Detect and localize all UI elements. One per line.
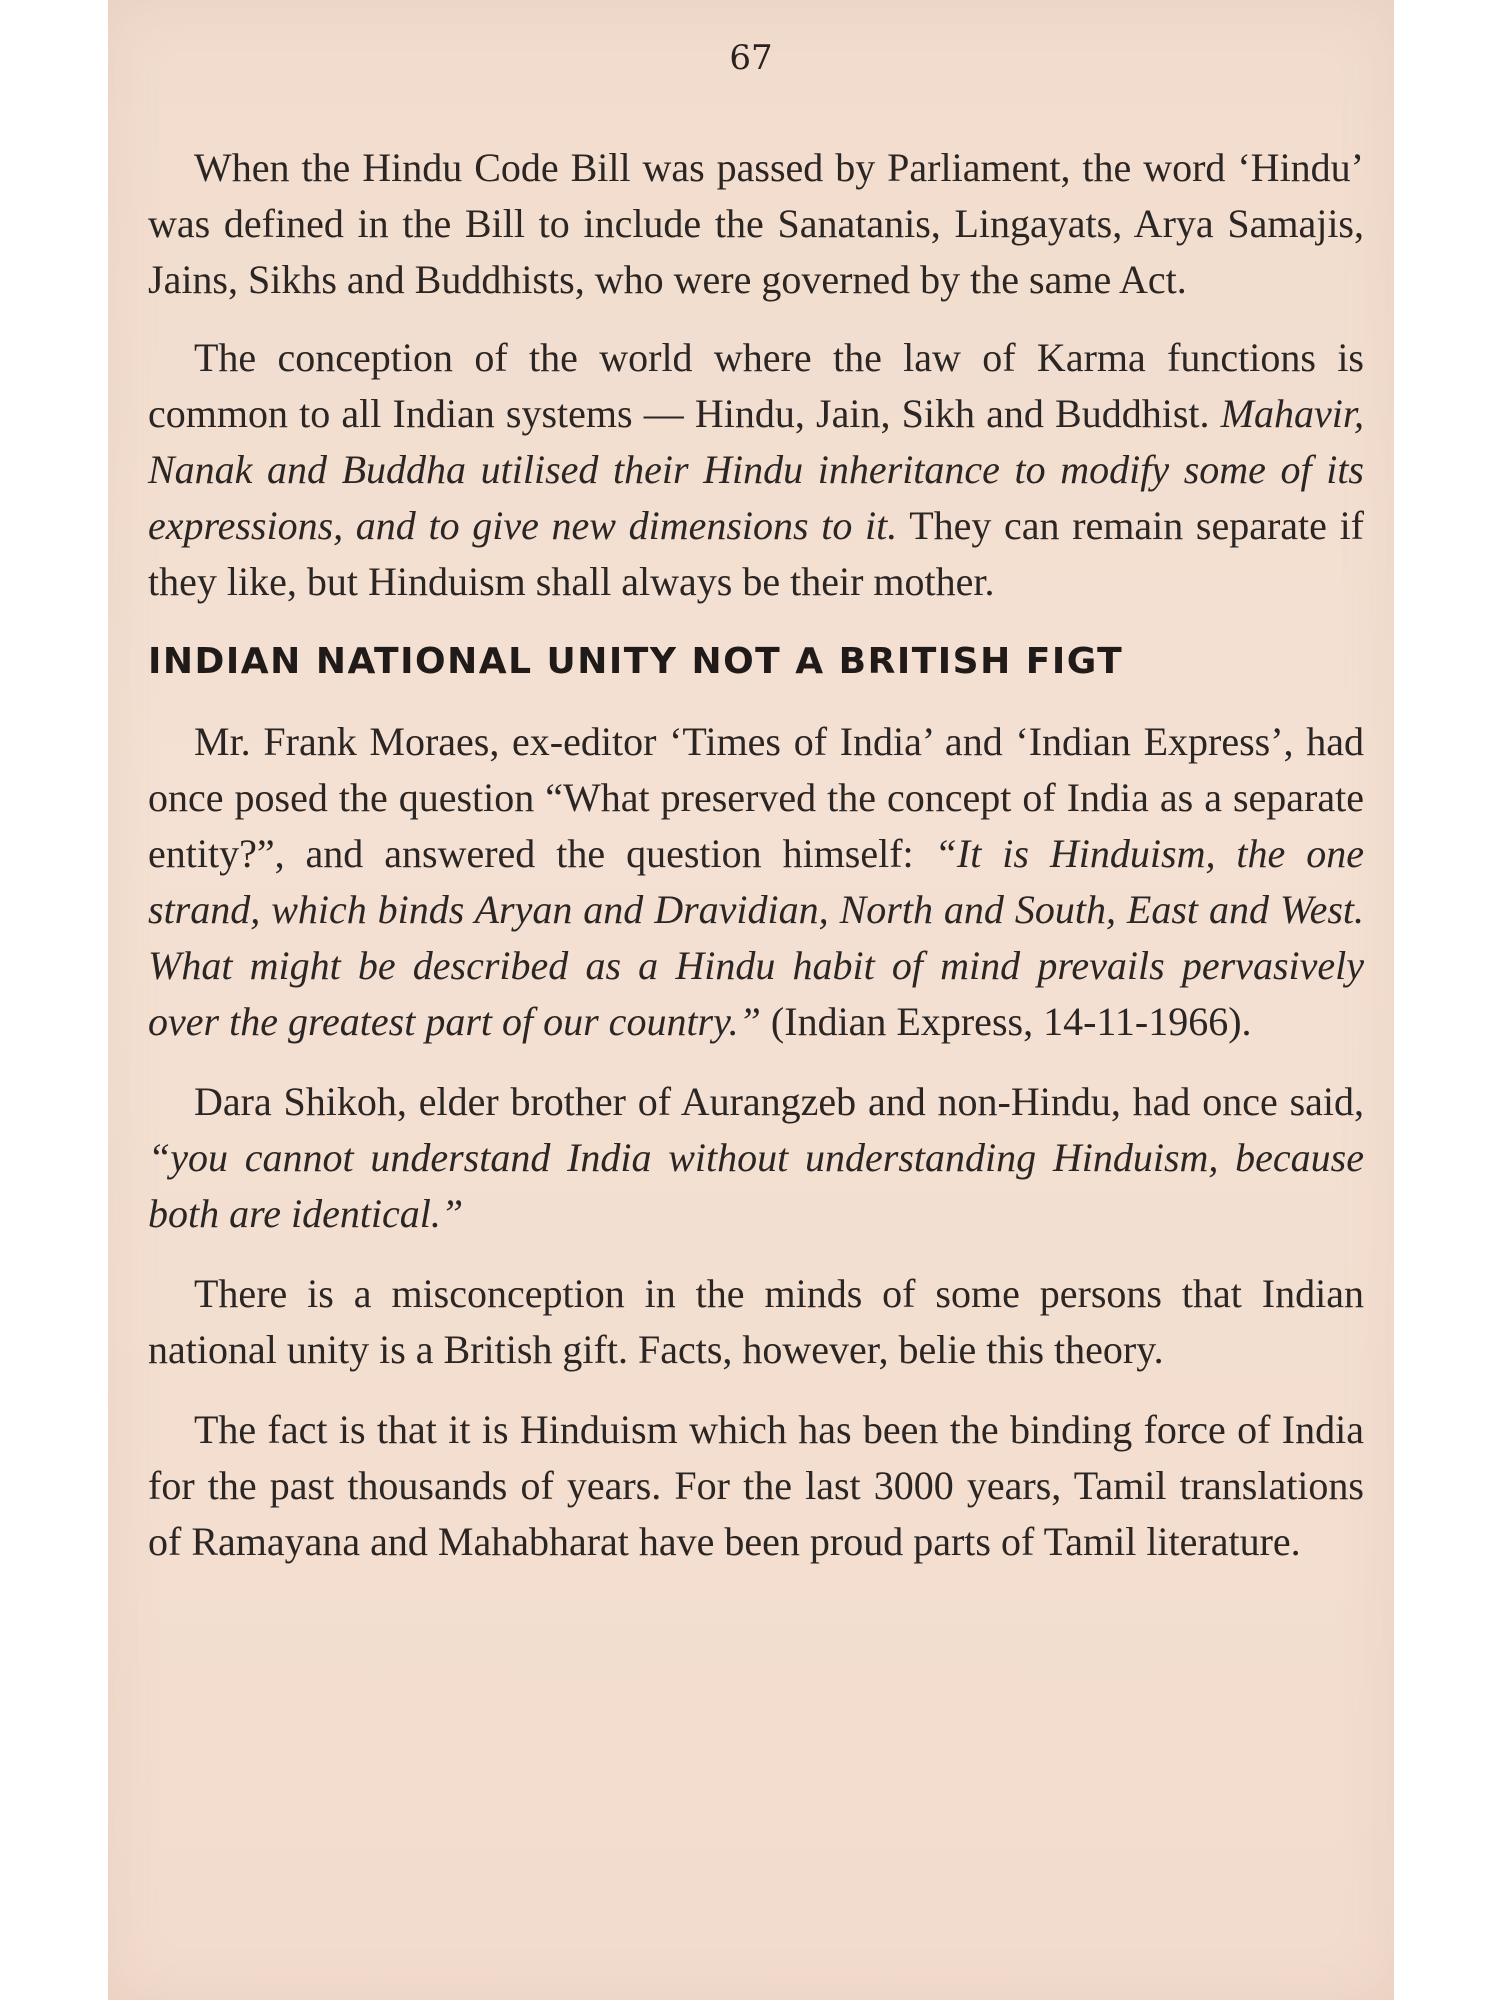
- moraes-text: Mr. Frank Moraes, ex-editor ‘Times of India’ and ‘Indian Express’, had once posed the question “What preserved the concept of India as a separate entity?”, and answered the question himself:: [148, 719, 1364, 876]
- paragraph-misconception: There is a misconception in the minds of some persons that Indian national unity is a British gift. Facts, however, belie this theory.: [148, 1271, 1364, 1372]
- paragraph-hindu-code-bill: When the Hindu Code Bill was passed by Parliament, the word ‘Hindu’ was defined in the Bill to include the Sanatanis, Lingayats, Arya Samajis, Jains, Sikhs and Buddhists, who were governed by the same Act.: [148, 145, 1364, 302]
- dara-text: Dara Shikoh, elder brother of Aurangzeb and non-Hindu, had once said,: [194, 1079, 1364, 1124]
- karma-italic-text: Mahavir, Nanak and Buddha utilised their Hindu inheritance to modify some of its expressions, and to give new dimensions to it.: [148, 391, 1364, 548]
- paragraph-binding-force: The fact is that it is Hinduism which has been the binding force of India for the past thousands of years. For the last 3000 years, Tamil translations of Ramayana and Mahabharat have been proud parts of Tamil literature.: [148, 1407, 1364, 1564]
- moraes-citation: (Indian Express, 14-11-1966).: [770, 999, 1252, 1044]
- page-number: 67: [729, 38, 773, 78]
- paragraph-dara-shikoh: [148, 1074, 1364, 1242]
- page-body: [148, 140, 1364, 1594]
- moraes-quote: “It is Hinduism, the one strand, which binds Aryan and Dravidian, North and South, East and West. What might be described as a Hindu habit of mind prevails pervasively over the greatest part of our country.”: [148, 831, 1365, 1044]
- karma-closing-text: They can remain separate if they like, but Hinduism shall always be their mother.: [148, 503, 1365, 604]
- section-heading: INDIAN NATIONAL UNITY NOT A BRITISH FIGT: [148, 641, 1124, 682]
- karma-text: The conception of the world where the law of Karma functions is common to all Indian systems — Hindu, Jain, Sikh and Buddhist.: [148, 335, 1364, 436]
- book-page: [108, 0, 1394, 2000]
- paragraph-frank-moraes: [148, 714, 1364, 1050]
- paragraph-karma-conception: [148, 330, 1364, 610]
- dara-quote: “you cannot understand India without understanding Hinduism, because both are identical.”: [148, 1135, 1364, 1236]
